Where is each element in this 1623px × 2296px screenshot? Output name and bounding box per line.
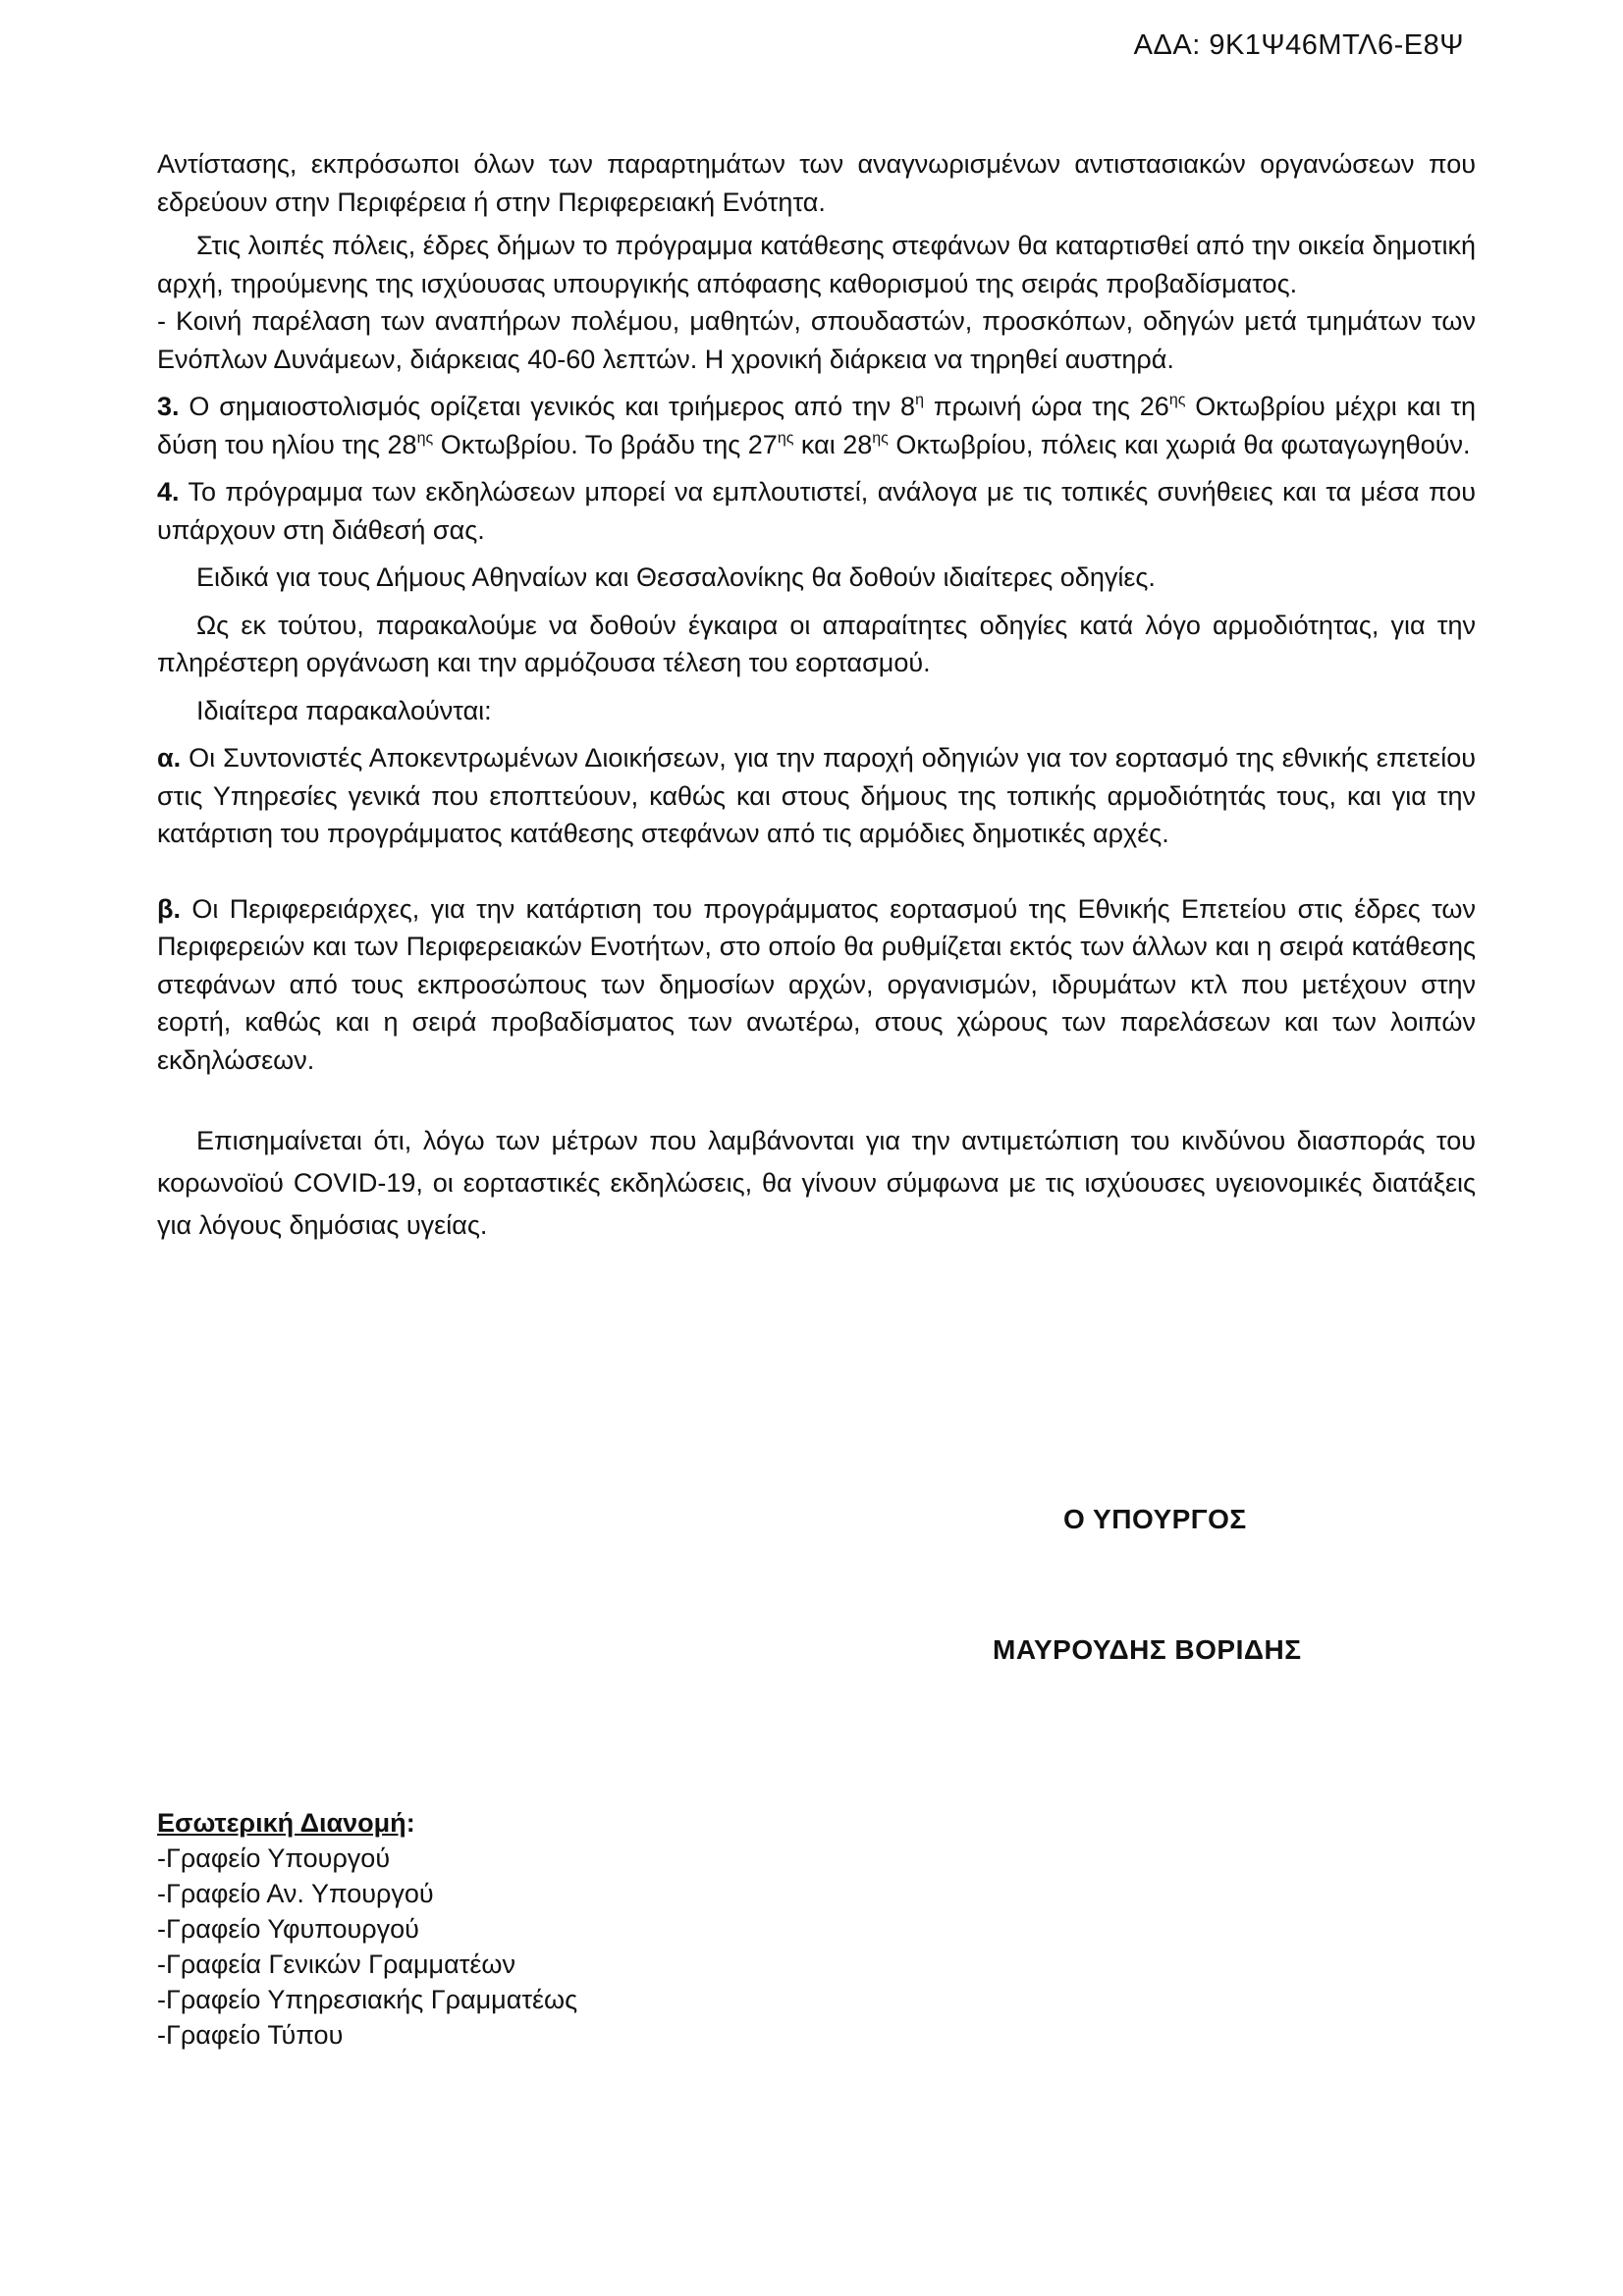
paragraph-covid: Επισημαίνεται ότι, λόγω των μέτρων που λαμβάνονται για την αντιμετώπιση του κινδύνου διασποράς του κορωνοϊού COVID-19, οι εορταστικές εκδηλώσεις, θα γίνουν σύμφωνα με τις ισχύουσες υγειονομικές διατάξεις για λόγους δημόσιας υγείας. [157,1126,1476,1240]
paragraph-parade: - Κοινή παρέλαση των αναπήρων πολέμου, μαθητών, σπουδαστών, προσκόπων, οδηγών μετά τμημάτων των Ενόπλων Δυνάμεων, διάρκειας 40-60 λεπτών. Η χρονική διάρκεια να τηρηθεί αυστηρά. [157,306,1476,374]
item-b-regional-governors: β. Οι Περιφερειάρχες, για την κατάρτιση του προγράμματος εορτασμού της Εθνικής Επετείου στις έδρες των Περιφερειών και των Περιφερειακών Ενοτήτων, στο οποίο θα ρυθμίζεται εκτός των άλλων και η σειρά κατάθεσης στεφάνων από τους εκπροσώπους των δημοσίων αρχών, οργανισμών, ιδρυμάτων κτλ που μετέχουν στην εορτή, καθώς και η σειρά προβαδίσματος των ανωτέρω, στους χώρους των παρελάσεων και των λοιπών εκδηλώσεων. [157,893,1476,1075]
item-b-label: β. [157,893,181,924]
item-4-number: 4. [157,477,180,507]
list-item: -Γραφεία Γενικών Γραμματέων [157,1949,515,1979]
list-item: -Γραφείο Υφυπουργού [157,1914,419,1944]
item-4-program: 4. Το πρόγραμμα των εκδηλώσεων μπορεί να εμπλουτιστεί, ανάλογα με τις τοπικές συνήθειες και τα μέσα που υπάρχουν στη διάθεσή σας. [157,477,1476,545]
list-item: -Γραφείο Τύπου [157,2020,344,2050]
paragraph-request: Ως εκ τούτου, παρακαλούμε να δοθούν έγκαιρα οι απαραίτητες οδηγίες κατά λόγο αρμοδιότητας, για την πληρέστερη οργάνωση και την αρμόζουσα τέλεση του εορτασμού. [157,610,1476,677]
ada-code: ΑΔΑ: 9Κ1Ψ46ΜΤΛ6-Ε8Ψ [1133,29,1464,61]
item-a-label: α. [157,743,182,773]
list-item: -Γραφείο Υπηρεσιακής Γραμματέως [157,1985,578,2014]
item-a-coordinators: α. Οι Συντονιστές Αποκεντρωμένων Διοικήσεων, για την παροχή οδηγιών για τον εορτασμό της εθνικής επετείου στις Υπηρεσίες γενικά που εποπτεύουν, καθώς και στους δήμους της τοπικής αρμοδιότητάς τους, και για την κατάρτιση του προγράμματος κατάθεσης στεφάνων από τις αρμόδιες δημοτικές αρχές. [157,743,1476,848]
distribution-list [157,1841,577,2053]
document-body [157,145,1476,1247]
list-item: -Γραφείο Υπουργού [157,1843,391,1873]
distribution-title: Εσωτερική Διανομή [157,1808,406,1838]
item-3-number: 3. [157,392,180,421]
distribution-heading [157,1805,577,1841]
list-item: -Γραφείο Αν. Υπουργού [157,1879,434,1908]
paragraph-resistance: Αντίστασης, εκπρόσωποι όλων των παραρτημάτων των αναγνωρισμένων αντιστασιακών οργανώσεων που εδρεύουν στην Περιφέρεια ή στην Περιφερειακή Ενότητα. [157,149,1476,217]
paragraph-particular: Ιδιαίτερα παρακαλούνται: [196,695,492,725]
signature-title: Ο ΥΠΟΥΡΓΟΣ [1063,1504,1247,1534]
internal-distribution [157,1805,577,2053]
signature-name: ΜΑΥΡΟΥΔΗΣ ΒΟΡΙΔΗΣ [993,1634,1302,1665]
distribution-colon: : [406,1808,415,1838]
paragraph-other-cities: Στις λοιπές πόλεις, έδρες δήμων το πρόγραμμα κατάθεσης στεφάνων θα καταρτισθεί από την οικεία δημοτική αρχή, τηρούμενης της ισχύουσας υπουργικής απόφασης καθορισμού της σειράς προβαδίσματος. [157,231,1476,298]
item-3-flags: 3. Ο σημαιοστολισμός ορίζεται γενικός και τριήμερος από την $8^\eta$ πρωινή ώρα της $26^{\eta\varsigma}$ Οκτωβρίου μέχρι και τη δύση του ηλίου της $28^{\eta\varsigma}$ Οκτωβρίου. Το βράδυ της $27^{\eta\varsigma}$ και $28^{\eta\varsigma}$ Οκτωβρίου, πόλεις και χωριά θα φωταγωγηθούν. [157,392,1477,459]
paragraph-special-instructions: Ειδικά για τους Δήμους Αθηναίων και Θεσσαλονίκης θα δοθούν ιδιαίτερες οδηγίες. [196,562,1156,592]
